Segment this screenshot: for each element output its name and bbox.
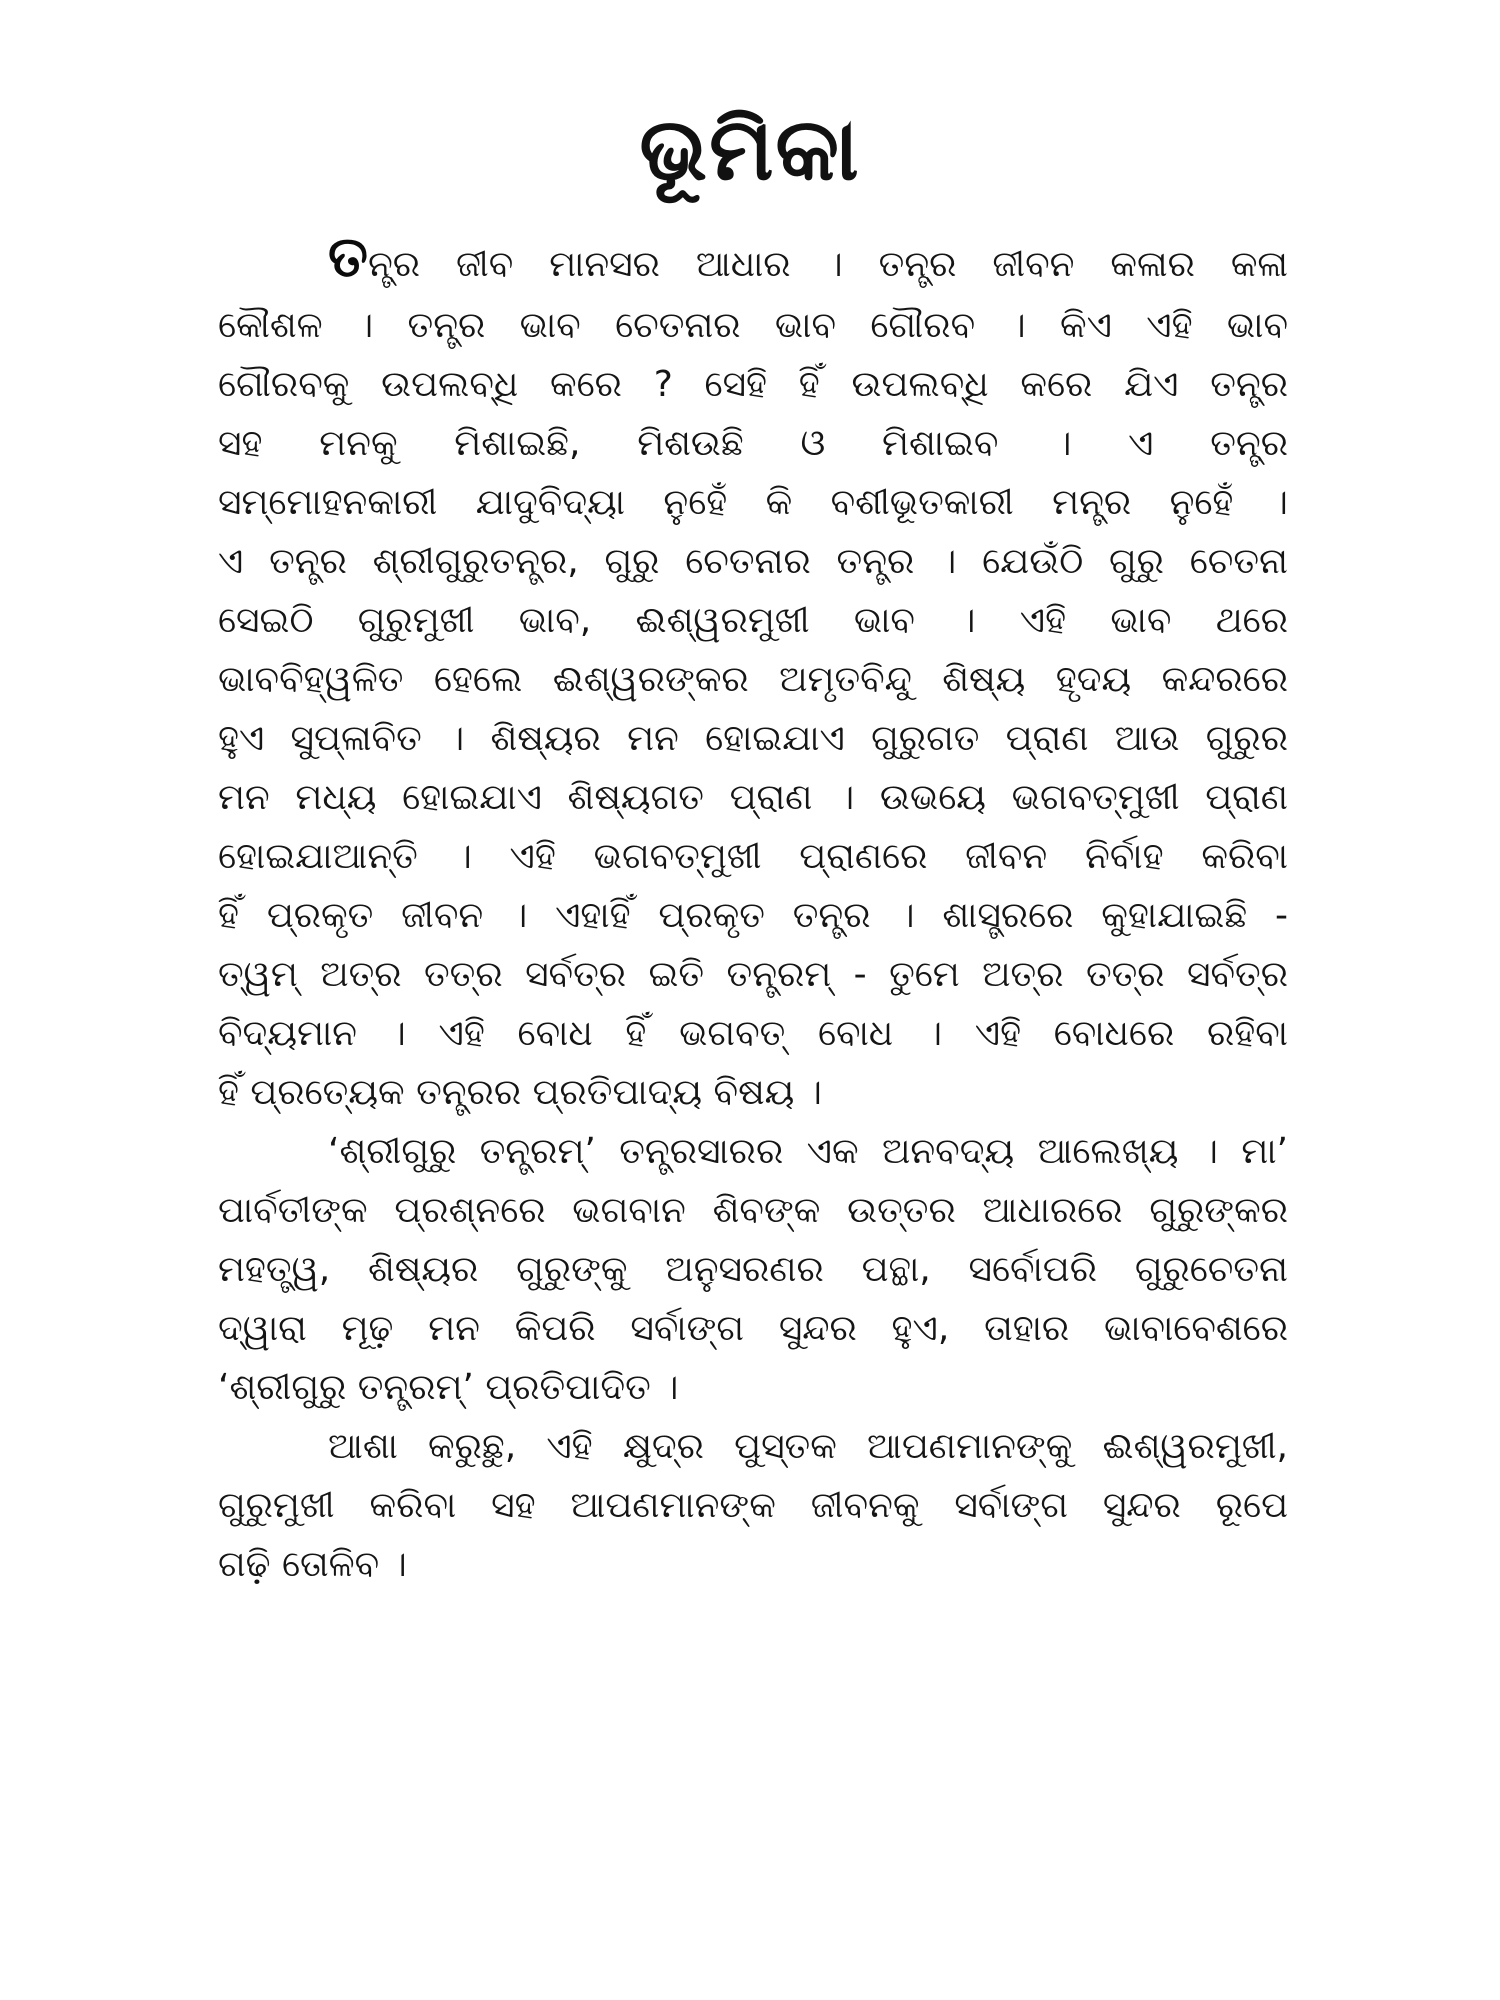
text-line: ତ୍ୱମ୍ ଅତ୍ର ତତ୍ର ସର୍ବତ୍ର ଇତି ତନ୍ତ୍ରମ୍ - ତୁମେ ଅତ୍ର ତତ୍ର ସର୍ବତ୍ର xyxy=(218,954,1288,995)
text-line: ଗୁରୁମୁଖୀ କରିବା ସହ ଆପଣମାନଙ୍କ ଜୀବନକୁ ସର୍ବାଙ୍ଗ ସୁନ୍ଦର ରୂପେ xyxy=(218,1485,1288,1526)
text-line: ହୋଇଯାଆନ୍ତି । ଏହି ଭଗବତ୍‌ମୁଖୀ ପ୍ରାଣରେ ଜୀବନ ନିର୍ବାହ କରିବା xyxy=(218,836,1288,877)
text-line: ନ୍ତ୍ର ଜୀବ ମାନସର ଆଧାର । ତନ୍ତ୍ର ଜୀବନ କଳାର କଳା xyxy=(367,244,1288,285)
text-line: ସହ ମନକୁ ମିଶାଇଛି, ମିଶଉଛି ଓ ମିଶାଇବ । ଏ ତନ୍ତ୍ର xyxy=(218,423,1288,464)
text-line: ଏ ତନ୍ତ୍ର ଶ୍ରୀଗୁରୁତନ୍ତ୍ର, ଗୁରୁ ଚେତନାର ତନ୍ତ୍ର । ଯେଉଁଠି ଗୁରୁ ଚେତନା xyxy=(218,541,1288,582)
text-line: ଭାବବିହ୍ୱଳିତ ହେଲେ ଈଶ୍ୱରଙ୍କର ଅମୃତବିନ୍ଦୁ ଶିଷ୍ୟ ହୃଦୟ କନ୍ଦରରେ xyxy=(218,659,1288,700)
text-line: ‘ଶ୍ରୀଗୁରୁ ତନ୍ତ୍ରମ୍’ ତନ୍ତ୍ରସାରର ଏକ ଅନବଦ୍ୟ ଆଲେଖ୍ୟ । ମା’ xyxy=(328,1131,1288,1172)
body-text xyxy=(218,225,1288,1594)
text-line: ଗୌରବକୁ ଉପଲବ୍ଧି କରେ ? ସେହି ହିଁ ଉପଲବ୍ଧି କରେ ଯିଏ ତନ୍ତ୍ର xyxy=(218,364,1288,405)
page-title: ଭୂମିକା xyxy=(639,100,861,200)
text-line: ଗଢ଼ି ତୋଳିବ । xyxy=(218,1544,407,1585)
drop-cap: ତ xyxy=(328,225,368,290)
text-line: ବିଦ୍ୟମାନ । ଏହି ବୋଧ ହିଁ ଭଗବତ୍ ବୋଧ । ଏହି ବୋଧରେ ରହିବା xyxy=(218,1013,1288,1054)
text-line: ଦ୍ୱାରା ମୂଢ଼ ମନ କିପରି ସର୍ବାଙ୍ଗ ସୁନ୍ଦର ହୁଏ, ତାହାର ଭାବାବେଶରେ xyxy=(218,1308,1288,1349)
text-line: ଆଶା କରୁଛୁ, ଏହି କ୍ଷୁଦ୍ର ପୁସ୍ତକ ଆପଣମାନଙ୍କୁ ଈଶ୍ୱରମୁଖୀ, xyxy=(328,1426,1288,1467)
text-line: ସେଇଠି ଗୁରୁମୁଖୀ ଭାବ, ଈଶ୍ୱରମୁଖୀ ଭାବ । ଏହି ଭାବ ଥରେ xyxy=(218,600,1288,641)
text-line: ମନ ମଧ୍ୟ ହୋଇଯାଏ ଶିଷ୍ୟଗତ ପ୍ରାଣ । ଉଭୟେ ଭଗବତ୍‌ମୁଖୀ ପ୍ରାଣ xyxy=(218,777,1288,818)
text-line: ପାର୍ବତୀଙ୍କ ପ୍ରଶ୍ନରେ ଭଗବାନ ଶିବଙ୍କ ଉତ୍ତର ଆଧାରରେ ଗୁରୁଙ୍କର xyxy=(218,1190,1288,1231)
text-line: ‘ଶ୍ରୀଗୁରୁ ତନ୍ତ୍ରମ୍’ ପ୍ରତିପାଦିତ । xyxy=(218,1367,679,1408)
text-line: ହିଁ ପ୍ରକୃତ ଜୀବନ । ଏହାହିଁ ପ୍ରକୃତ ତନ୍ତ୍ର । ଶାସ୍ତ୍ରରେ କୁହାଯାଇଛି - xyxy=(218,895,1288,936)
text-line: ମହତ୍ତ୍ୱ, ଶିଷ୍ୟର ଗୁରୁଙ୍କୁ ଅନୁସରଣର ପନ୍ଥା, ସର୍ବୋପରି ଗୁରୁଚେତନା xyxy=(218,1249,1288,1290)
text-line: ହିଁ ପ୍ରତ୍ୟେକ ତନ୍ତ୍ରର ପ୍ରତିପାଦ୍ୟ ବିଷୟ । xyxy=(218,1072,822,1113)
text-line: ହୁଏ ସୁପ୍ଳାବିତ । ଶିଷ୍ୟର ମନ ହୋଇଯାଏ ଗୁରୁଗତ ପ୍ରାଣ ଆଉ ଗୁରୁର xyxy=(218,718,1288,759)
text-line: ସମ୍ମୋହନକାରୀ ଯାଦୁବିଦ୍ୟା ନୁହେଁ କି ବଶୀଭୂତକାରୀ ମନ୍ତ୍ର ନୁହେଁ । xyxy=(218,482,1288,523)
paragraph-1-first-line xyxy=(218,225,1288,296)
text-line: କୌଶଳ । ତନ୍ତ୍ର ଭାବ ଚେତନାର ଭାବ ଗୌରବ । କିଏ ଏହି ଭାବ xyxy=(218,305,1288,346)
